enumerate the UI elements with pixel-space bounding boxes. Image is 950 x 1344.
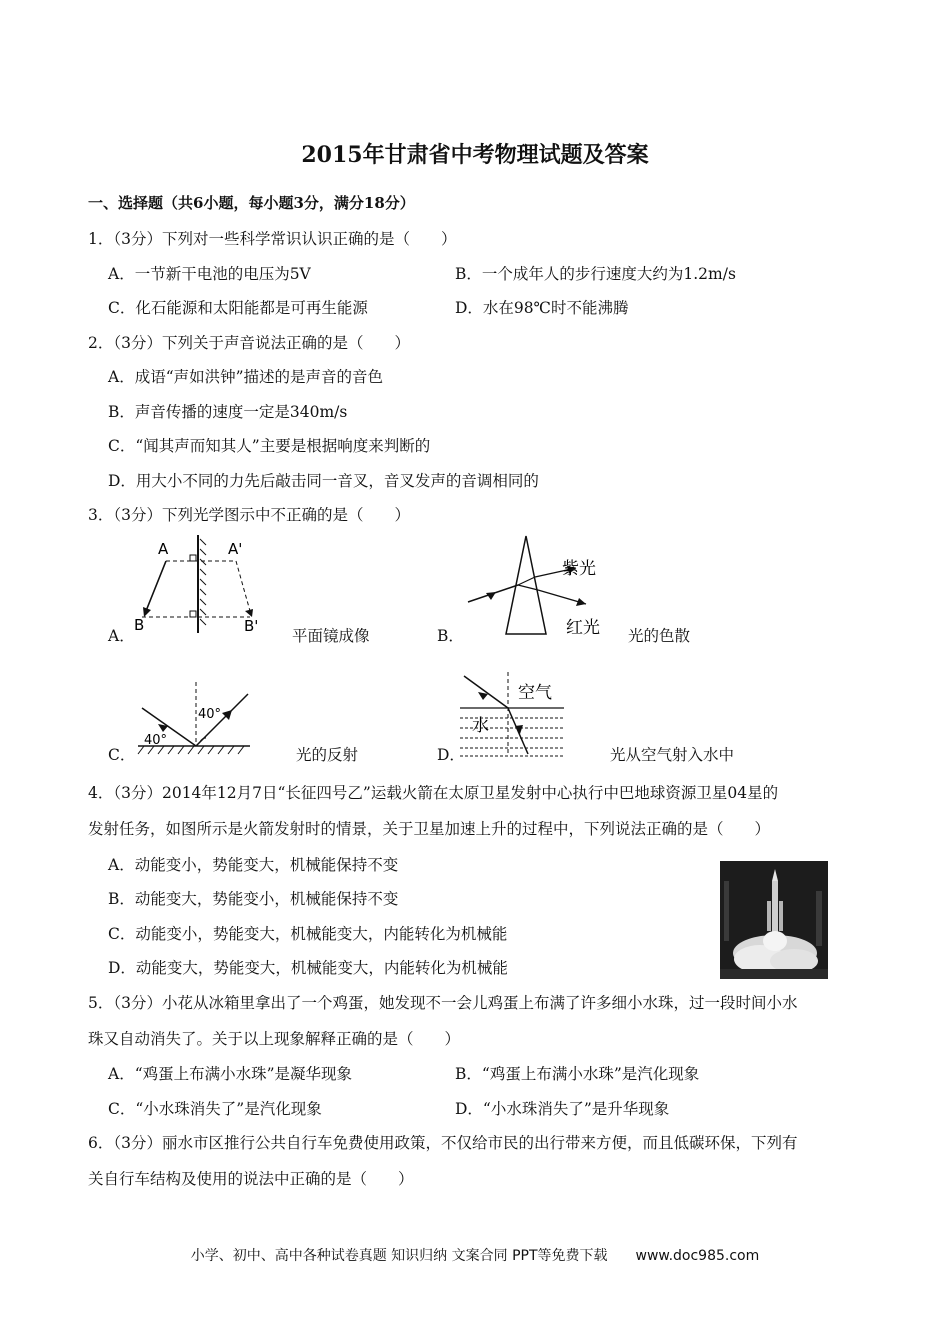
reflection-angle-label: 40° xyxy=(198,707,222,722)
refraction-diagram xyxy=(458,668,568,760)
question-5-option-a: A．“鸡蛋上布满小水珠”是凝华现象 xyxy=(108,1065,353,1083)
question-1-option-c: C．化石能源和太阳能都是可再生能源 xyxy=(108,299,368,317)
mirror-label-b-prime: B' xyxy=(244,617,259,635)
question-3-option-a: A． xyxy=(108,627,135,645)
question-5-stem-line1: 5．（3分）小花从冰箱里拿出了一个鸡蛋，她发现不一会儿鸡蛋上布满了许多细小水珠，过一段时间小水 xyxy=(88,994,798,1012)
page-footer: 小学、初中、高中各种试卷真题 知识归纳 文案合同 PPT等免费下载 www.doc985.com xyxy=(190,1248,760,1264)
question-1-option-a: A．一节新干电池的电压为5V xyxy=(108,265,311,283)
question-3-caption-b: 光的色散 xyxy=(628,627,691,645)
question-2-stem: 2．（3分）下列关于声音说法正确的是（ ） xyxy=(88,334,410,352)
question-4-stem-line1: 4．（3分）2014年12月7日“长征四号乙”运载火箭在太原卫星发射中心执行中巴地球资源卫星04星的 xyxy=(88,784,779,802)
page-title: 2015年甘肃省中考物理试题及答案 xyxy=(301,142,649,168)
question-5-option-d: D．“小水珠消失了”是升华现象 xyxy=(455,1100,670,1118)
question-3-caption-d: 光从空气射入水中 xyxy=(610,746,735,764)
mirror-label-a: A xyxy=(158,540,169,558)
section-heading: 一、选择题（共6小题，每小题3分，满分18分） xyxy=(88,194,415,212)
question-3-caption-c: 光的反射 xyxy=(296,746,359,764)
question-1-stem: 1．（3分）下列对一些科学常识认识正确的是（ ） xyxy=(88,230,457,248)
question-4-option-b: B．动能变大，势能变小，机械能保持不变 xyxy=(108,890,399,908)
question-5-option-b: B．“鸡蛋上布满小水珠”是汽化现象 xyxy=(455,1065,700,1083)
question-3-option-b: B． xyxy=(437,627,464,645)
rocket-launch-photo xyxy=(720,861,828,979)
question-3-option-c: C． xyxy=(108,746,136,764)
mirror-label-a-prime: A' xyxy=(228,540,243,558)
reflection-diagram xyxy=(134,668,254,758)
water-label: 水 xyxy=(472,716,489,736)
question-6-stem-line1: 6．（3分）丽水市区推行公共自行车免费使用政策，不仅给市民的出行带来方便，而且低碳环保，下列有 xyxy=(88,1134,798,1152)
question-2-option-b: B．声音传播的速度一定是340m/s xyxy=(108,403,348,421)
question-4-option-a: A．动能变小，势能变大，机械能保持不变 xyxy=(108,856,399,874)
question-1-option-d: D．水在98℃时不能沸腾 xyxy=(455,299,629,317)
question-4-option-c: C．动能变小，势能变大，机械能变大，内能转化为机械能 xyxy=(108,925,508,943)
violet-light-label: 紫光 xyxy=(562,559,596,579)
question-5-option-c: C．“小水珠消失了”是汽化现象 xyxy=(108,1100,322,1118)
question-3-stem: 3．（3分）下列光学图示中不正确的是（ ） xyxy=(88,506,410,524)
mirror-label-b: B xyxy=(134,616,145,634)
incidence-angle-label: 40° xyxy=(144,733,168,748)
question-4-option-d: D．动能变大，势能变大，机械能变大，内能转化为机械能 xyxy=(108,959,508,977)
prism-dispersion-diagram xyxy=(458,530,618,640)
question-1-option-b: B．一个成年人的步行速度大约为1.2m/s xyxy=(455,265,736,283)
question-6-stem-line2: 关自行车结构及使用的说法中正确的是（ ） xyxy=(88,1170,414,1188)
question-4-stem-line2: 发射任务，如图所示是火箭发射时的情景，关于卫星加速上升的过程中，下列说法正确的是（ ） xyxy=(88,820,771,838)
question-3-caption-a: 平面镜成像 xyxy=(292,627,370,645)
question-5-stem-line2: 珠又自动消失了。关于以上现象解释正确的是（ ） xyxy=(88,1030,461,1048)
question-3-option-d: D． xyxy=(437,746,465,764)
question-2-option-a: A．成语“声如洪钟”描述的是声音的音色 xyxy=(108,368,384,386)
question-2-option-c: C．“闻其声而知其人”主要是根据响度来判断的 xyxy=(108,437,431,455)
air-label: 空气 xyxy=(518,683,552,703)
red-light-label: 红光 xyxy=(566,618,600,638)
question-2-option-d: D．用大小不同的力先后敲击同一音叉，音叉发声的音调相同的 xyxy=(108,472,539,490)
plane-mirror-diagram xyxy=(128,535,278,635)
